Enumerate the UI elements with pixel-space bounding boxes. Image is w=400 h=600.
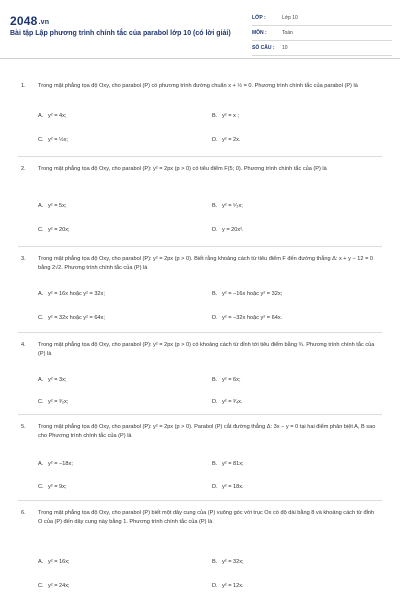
option-c[interactable]: C. y² = ³⁄₂x;	[38, 399, 69, 405]
option-c[interactable]: C. y² = 20x;	[38, 227, 70, 233]
question-1	[0, 82, 400, 143]
site-logo[interactable]: 2048.vn	[10, 14, 50, 28]
option-d[interactable]: D. y² = ³⁄₄x.	[212, 399, 243, 405]
option-d[interactable]: D. y² = 18x.	[212, 484, 244, 490]
divider	[18, 414, 382, 415]
meta-label: SỐ CÂU :	[252, 45, 275, 51]
page-title: Bài tập Lập phương trình chính tắc của parabol lớp 10 (có lời giải)	[10, 30, 231, 37]
option-b[interactable]: B. y² = −16x hoặc y² = 32x;	[212, 291, 283, 297]
question-number: 4.	[21, 342, 26, 348]
question-number: 3.	[21, 256, 26, 262]
option-b[interactable]: B. y² = 6x;	[212, 377, 241, 383]
option-a[interactable]: A. y² = −18x;	[38, 461, 73, 467]
question-3	[0, 255, 400, 321]
question-number: 1.	[21, 83, 26, 89]
meta-value: Toán	[282, 30, 293, 36]
option-c[interactable]: C. y² = 32x hoặc y² = 64x;	[38, 315, 105, 321]
question-number: 5.	[21, 424, 26, 430]
option-c[interactable]: C. y² = 24x;	[38, 583, 70, 589]
question-6	[0, 509, 400, 589]
question-stem: Trong mặt phẳng tọa độ Oxy, cho parabol (P): y² = 2px (p > 0) có tiêu điểm F(5; 0). Phương trình chính tắc của (P) là	[38, 166, 327, 172]
question-number: 2.	[21, 166, 26, 172]
option-b[interactable]: B. y² = x ;	[212, 113, 239, 119]
meta-row-count	[252, 41, 392, 56]
option-d[interactable]: D. y² = 12x.	[212, 583, 244, 589]
meta-value: 10	[282, 45, 288, 51]
option-d[interactable]: D. y² = −32x hoặc y² = 64x.	[212, 315, 283, 321]
question-number: 6.	[21, 510, 26, 516]
option-b[interactable]: B. y² = ⁵⁄₂x;	[212, 203, 243, 209]
question-5	[0, 423, 400, 490]
option-a[interactable]: A. y² = 4x;	[38, 113, 67, 119]
question-2	[0, 165, 400, 233]
meta-label: MÔN :	[252, 30, 267, 36]
divider	[18, 246, 382, 247]
option-a[interactable]: A. y² = 16x hoặc y² = 32x;	[38, 291, 105, 297]
divider	[18, 332, 382, 333]
option-b[interactable]: B. y² = 32x;	[212, 559, 244, 565]
option-d[interactable]: D. y² = 2x.	[212, 137, 241, 143]
option-a[interactable]: A. y² = 3x;	[38, 377, 67, 383]
meta-row-subject	[252, 26, 392, 41]
question-stem: Trong mặt phẳng tọa độ Oxy, cho parabol (P) biết một dây cung của (P) vuông góc với trục Ox có độ dài bằng 8 và khoảng cách từ đỉnh O của (P) đến dây cung này bằng 1. Phương trình chính tắc của (P) là	[38, 510, 375, 525]
meta-info	[252, 11, 392, 56]
option-d[interactable]: D. y = 20x².	[212, 227, 244, 233]
divider	[18, 156, 382, 157]
question-stem: Trong mặt phẳng tọa độ Oxy, cho parabol (P) có phương trình đường chuẩn x + ½ = 0. Phương trình chính tắc của parabol (P) là	[38, 83, 358, 89]
meta-value: Lớp 10	[282, 15, 298, 21]
question-stem: Trong mặt phẳng tọa độ Oxy, cho parabol (P): y² = 2px (p > 0) có khoảng cách từ đỉnh tới tiêu điểm bằng ¾. Phương trình chính tắc của (P) là	[38, 342, 375, 357]
divider	[18, 500, 382, 501]
option-a[interactable]: A. y² = 16x;	[38, 559, 70, 565]
question-stem: Trong mặt phẳng tọa độ Oxy, cho parabol (P): y² = 2px (p > 0). Parabol (P) cắt đường thẳng Δ: 3x − y = 0 tại hai điểm phân biệt A, B sao cho Phương trình chính tắc của (P) là	[38, 424, 376, 439]
option-c[interactable]: C. y² = ½x;	[38, 137, 69, 143]
question-4	[0, 341, 400, 405]
header	[0, 0, 400, 59]
option-c[interactable]: C. y² = 9x;	[38, 484, 67, 490]
meta-row-class	[252, 11, 392, 26]
option-a[interactable]: A. y² = 5x;	[38, 203, 67, 209]
question-stem: Trong mặt phẳng tọa độ Oxy, cho parabol (P): y² = 2px (p > 0). Biết rằng khoảng cách từ tiêu điểm F đến đường thẳng Δ: x + y − 12 = 0 bằng 2√2. Phương trình chính tắc của (P) là	[38, 256, 374, 271]
meta-label: LỚP :	[252, 15, 266, 21]
option-b[interactable]: B. y² = 81x;	[212, 461, 244, 467]
